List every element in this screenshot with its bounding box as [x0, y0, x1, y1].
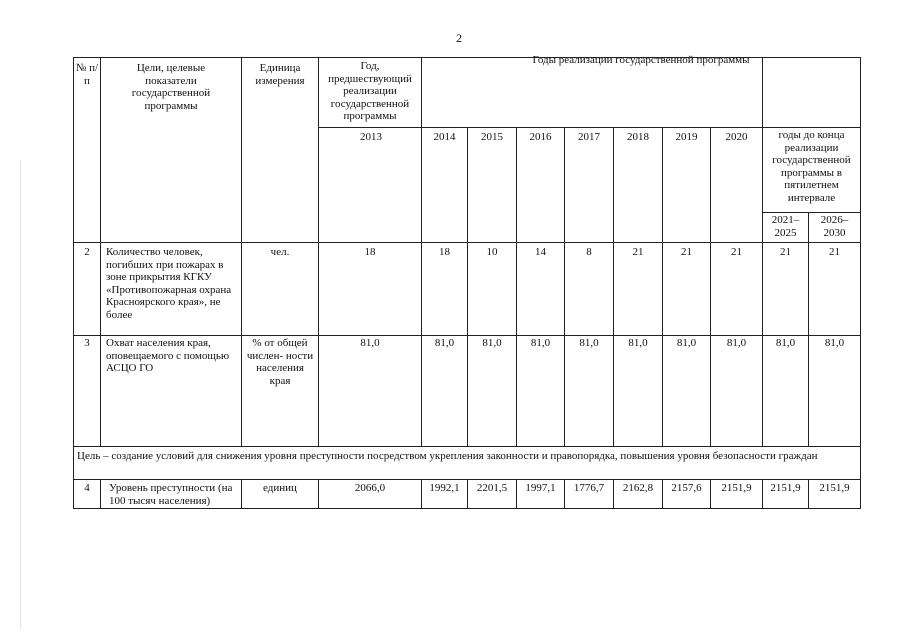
row4-value-2019: 2157,6	[671, 482, 702, 494]
row4-value-2021-2025: 2151,9	[770, 482, 801, 494]
col-line-unit	[318, 57, 319, 446]
row3-value-2021-2025: 81,0	[775, 337, 796, 349]
row4-value-2020: 2151,9	[721, 482, 752, 494]
row2-value-2014: 18	[439, 246, 450, 258]
row4-value-2013: 2066,0	[354, 482, 386, 494]
header-tail-2026-2030: 2026– 2030	[820, 214, 849, 239]
row2-value-2016: 14	[535, 246, 546, 258]
row3-no: 3	[84, 337, 90, 349]
header-year-2019: 2019	[675, 131, 698, 143]
header-year-line	[318, 127, 860, 128]
row4-value-2015: 2201,5	[476, 482, 508, 494]
col-line-2019	[710, 127, 711, 446]
row4-goal: Уровень преступности (на 100 тысяч населения)	[109, 482, 233, 507]
header-year-2014: 2014	[433, 131, 456, 143]
row2-value-2017: 8	[586, 246, 592, 258]
table-right-border	[860, 57, 861, 509]
col-line-2017	[613, 127, 614, 446]
header-year-2016: 2016	[529, 131, 552, 143]
row3-value-2015: 81,0	[482, 337, 502, 349]
col-line-2015	[516, 127, 517, 446]
row4-unit: единиц	[263, 482, 297, 494]
row3-value-2016: 81,0	[530, 337, 551, 349]
row4-value-2016: 1997,1	[525, 482, 556, 494]
header-unit: Единица измерения	[255, 62, 305, 87]
col-line-2016	[564, 127, 565, 446]
row4-value-2014: 1992,1	[429, 482, 460, 494]
table-left-border	[73, 57, 74, 509]
header-year-2013: 2013	[360, 131, 382, 143]
goal-row-text: Цель – создание условий для снижения уровня преступности посредством укрепления законности и правопорядка, повышения уровня безопасности граждан	[77, 450, 818, 462]
header-year-2015: 2015	[481, 131, 503, 143]
row2-value-2020: 21	[731, 246, 742, 258]
header-no: № п/п	[75, 62, 99, 87]
r4-line-no	[100, 479, 101, 509]
row2-value-2015: 10	[486, 246, 498, 258]
row3-value-2019: 81,0	[676, 337, 697, 349]
header-tail-split-line	[762, 212, 860, 213]
row3-value-2018: 81,0	[628, 337, 648, 349]
row3-goal: Охват населения края, оповещаемого с помощью АСЦО ГО	[106, 337, 230, 374]
scan-edge-line	[20, 160, 21, 630]
header-base-year: Год, предшествующий реализации государственной программы	[328, 60, 412, 122]
row3-value-2013: 81,0	[360, 337, 380, 349]
row3-unit: % от общей числен- ности населения края	[246, 337, 314, 387]
row4-value-2018: 2162,8	[622, 482, 654, 494]
row4-no: 4	[84, 482, 90, 494]
row4-value-2017: 1776,7	[573, 482, 605, 494]
header-year-2017: 2017	[578, 131, 600, 143]
row3-value-2026-2030: 81,0	[824, 337, 845, 349]
row2-unit: чел.	[270, 246, 290, 258]
row3-value-2014: 81,0	[434, 337, 455, 349]
row2-value-2019: 21	[681, 246, 692, 258]
row2-value-2018: 21	[632, 246, 644, 258]
header-year-2020: 2020	[725, 131, 748, 143]
program-indicators-table	[73, 54, 860, 509]
row3-value-2017: 81,0	[579, 337, 599, 349]
header-program-years: Годы реализации государственной программы	[532, 54, 750, 66]
header-tail-title: годы до конца реализации государственной программы в пятилетнем интервале	[772, 129, 851, 204]
row3-bottom-border	[73, 446, 860, 447]
header-goals: Цели, целевые показатели государственной программы	[131, 62, 211, 112]
header-year-2018: 2018	[627, 131, 649, 143]
page-number: 2	[456, 31, 462, 45]
row2-goal: Количество человек, погибших при пожарах в зоне прикрытия КГКУ «Противопожарная охрана Красноярского края», не более	[106, 246, 232, 321]
row3-value-2020: 81,0	[726, 337, 747, 349]
col-line-2014	[467, 127, 468, 446]
r4-line-unit	[318, 479, 319, 509]
row2-value-2026-2030: 21	[829, 246, 840, 258]
row2-value-2021-2025: 21	[780, 246, 791, 258]
header-tail-2021-2025: 2021– 2025	[771, 214, 800, 239]
row4-value-2026-2030: 2151,9	[819, 482, 850, 494]
row2-value-2013: 18	[364, 246, 376, 258]
col-line-2018	[662, 127, 663, 446]
row2-no: 2	[84, 246, 90, 258]
col-line-no	[100, 57, 101, 446]
